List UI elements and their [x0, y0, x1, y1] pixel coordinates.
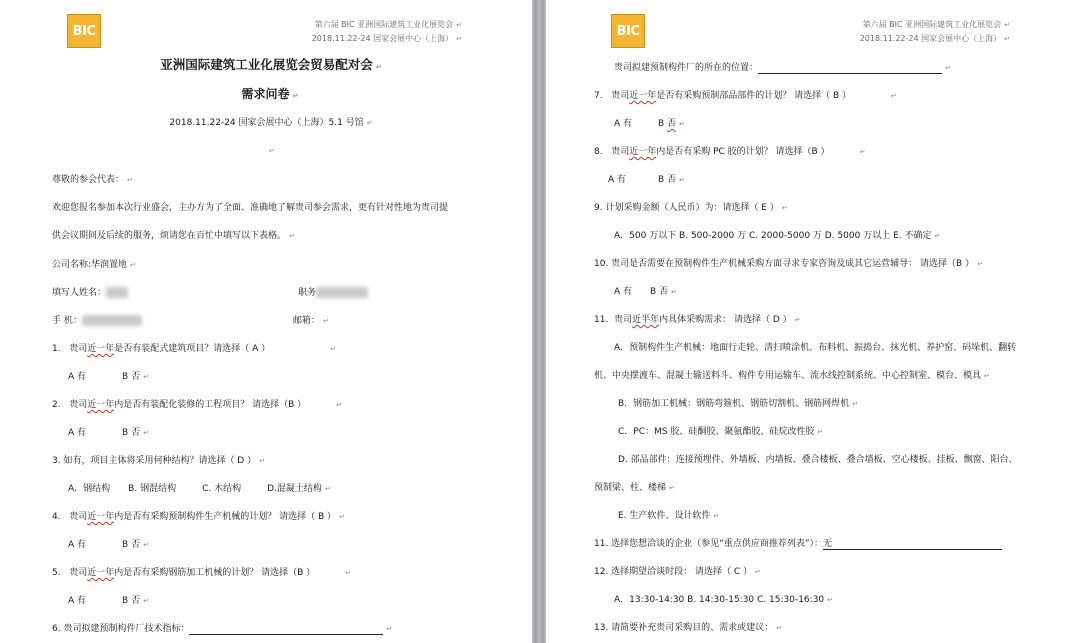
- question-11-option-a-line2: 机、中央摆渡车、混凝土输送料斗、构件专用运输车、流水线控制系统、中心控制室、模台、模具 ↵: [594, 371, 990, 381]
- question-2-options: A 有 B 否 ↵: [68, 428, 149, 438]
- question-12: 12. 选择期望洽谈时段： 请选择（ C ） ↵: [594, 567, 761, 577]
- company-name: 公司名称:华润置地 ↵: [52, 260, 136, 270]
- question-10-options: A 有 B 否 ↵: [614, 287, 677, 297]
- question-5-options: A 有 B 否 ↵: [68, 596, 149, 606]
- question-8-options: A 有 B 否 ↵: [608, 175, 685, 185]
- question-11: 11. 贵司近半年内具体采购需求： 请选择（ D ） ↵: [594, 315, 801, 325]
- question-11-option-a-line1: A．预制构件生产机械：地面行走轮、清扫喷涂机、布料机、振捣台、抹光机、养护窑、码垛机、翻转: [614, 343, 1017, 353]
- filler-name-field[interactable]: 填写人姓名：: [52, 287, 128, 299]
- question-11-option-c: C．PC：MS 胶、硅酮胶、聚氨酯胶、硅烷改性胶 ↵: [618, 427, 824, 437]
- question-9-options: A．500 万以下 B. 500-2000 万 C. 2000-5000 万 D. 5000 万以上 E. 不确定 ↵: [614, 231, 941, 241]
- question-7: 7. 贵司近一年是否有采购预制部品部件的计划？ 请选择（ B ） ↵: [594, 91, 897, 101]
- document-date-venue: 2018.11.22-24 国家会展中心（上海）5.1 号馆 ↵: [169, 118, 373, 128]
- location-answer-line[interactable]: [758, 65, 942, 74]
- supplier-answer[interactable]: 无: [823, 539, 1002, 550]
- question-3: 3. 如有，项目主体将采用何种结构？请选择（ D ） ↵: [52, 456, 265, 466]
- phone-field[interactable]: 手 机：: [52, 315, 142, 327]
- redacted-position: [316, 287, 368, 298]
- header-line1: 第六届 BIC 亚洲国际建筑工业化展览会 ↵: [314, 20, 462, 29]
- question-1: 1. 贵司近一年是否有装配式建筑项目？请选择（ A ） ↵: [52, 344, 336, 354]
- paragraph-mark: ↵: [269, 147, 275, 155]
- greeting: 尊敬的参会代表： ↵: [52, 175, 133, 185]
- header-line2: 2018.11.22-24 国家会展中心（上海） ↵: [311, 34, 462, 43]
- email-field[interactable]: 邮箱： ↵: [293, 316, 329, 326]
- page-header-info: [312, 18, 462, 46]
- q6-answer-line[interactable]: [189, 626, 383, 635]
- intro-line2: 供会议期间及后续的服务，烦请您在百忙中填写以下表格。 ↵: [52, 231, 295, 241]
- redacted-phone: [82, 315, 142, 326]
- position-field[interactable]: 职务: [298, 287, 368, 299]
- question-7-options: A 有 B 否 ↵: [614, 119, 685, 129]
- question-3-options: A．钢结构 B. 钢混结构 C. 木结构 D.混凝土结构 ↵: [68, 484, 331, 494]
- bic-logo: BIC: [611, 14, 645, 48]
- question-11-option-d-line2: 预制梁、柱、楼梯 ↵: [594, 483, 675, 493]
- question-9: 9. 计划采购金额（人民币）为：请选择（ E ） ↵: [594, 203, 788, 213]
- question-11-option-d-line1: D. 部品部件：连接预埋件、外墙板、内墙板、叠合楼板、叠合墙板、空心楼板、挂板、飘窗、阳台、: [618, 455, 1018, 465]
- question-4-options: A 有 B 否 ↵: [68, 540, 149, 550]
- header-line1: 第六届 BIC 亚洲国际建筑工业化展览会 ↵: [862, 20, 1010, 29]
- question-2: 2. 贵司近一年内是否有装配化装修的工程项目？ 请选择（B ） ↵: [52, 400, 342, 410]
- document-title: 亚洲国际建筑工业化展览会贸易配对会 ↵: [160, 57, 382, 72]
- intro-line1: 欢迎您报名参加本次行业盛会，主办方为了全面、准确地了解贵司参会需求，更有针对性地为贵司提: [52, 203, 449, 213]
- document-subtitle: 需求问卷 ↵: [241, 87, 299, 101]
- header-line2: 2018.11.22-24 国家会展中心（上海） ↵: [859, 34, 1010, 43]
- question-4: 4. 贵司近一年内是否有采购预制构件生产机械的计划？ 请选择（ B ） ↵: [52, 512, 345, 522]
- document-page-right: [546, 0, 1080, 643]
- question-13: 13. 请简要补充贵司采购目的、需求或建议： ↵: [594, 623, 783, 633]
- question-11-option-e: E. 生产软件、设计软件 ↵: [618, 511, 720, 521]
- question-11-option-b: B．钢筋加工机械：钢筋弯箍机、钢筋切割机、钢筋网焊机 ↵: [618, 399, 859, 409]
- question-10: 10. 贵司是否需要在预制构件生产机械采购方面寻求专家咨询及成其它运营辅导： 请选择（B ） ↵: [594, 259, 983, 269]
- factory-location: 贵司拟建预制构件厂的所在的位置： ↵: [614, 63, 951, 73]
- question-1-options: A 有 B 否 ↵: [68, 372, 149, 382]
- bic-logo: BIC: [67, 14, 101, 48]
- redacted-name: [106, 287, 128, 298]
- page-gutter: [532, 0, 546, 643]
- question-11-supplier: 11. 选择您想洽谈的企业（参见“重点供应商推荐列表”）：无: [594, 538, 1002, 550]
- document-page-left: [0, 0, 532, 643]
- question-6: 6. 贵司拟建预制构件厂技术指标： ↵: [52, 624, 393, 634]
- question-5: 5. 贵司近一年内是否有采购钢筋加工机械的计划？ 请选择（B ） ↵: [52, 568, 351, 578]
- question-12-options: A．13:30-14:30 B. 14:30-15:30 C. 15:30-16:30 ↵: [614, 595, 834, 605]
- question-8: 8. 贵司近一年内是否有采购 PC 胶的计划？ 请选择（B ） ↵: [594, 147, 866, 157]
- page-header-info: [860, 18, 1010, 46]
